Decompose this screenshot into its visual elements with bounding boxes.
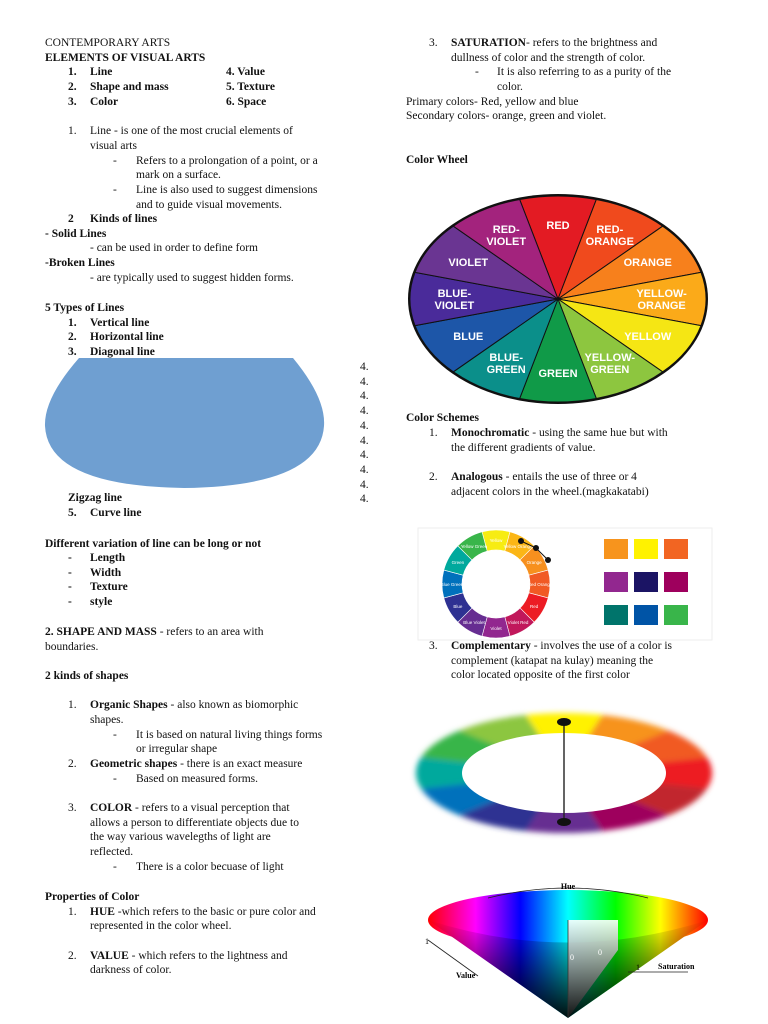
elements-list-item: 3. Color — [68, 96, 119, 108]
monochromatic-cont: the different gradients of value. — [451, 442, 596, 454]
overflow-number: 4. — [360, 434, 369, 447]
color-swatch — [604, 605, 628, 625]
line-definition-cont: visual arts — [90, 140, 137, 152]
types-list-item: 1. Vertical line — [68, 317, 150, 329]
color-swatch — [664, 605, 688, 625]
value-label: Value — [456, 971, 476, 980]
color-item-cont: allows a person to differentiate objects due to — [90, 817, 299, 829]
analogous-wheel-label: Red Orange — [527, 582, 553, 587]
bullet-text: It is based on natural living things forms — [136, 729, 323, 741]
bullet-text: Line is also used to suggest dimensions — [136, 184, 318, 196]
bullet-text: color. — [497, 81, 523, 93]
analogous-wheel-label: Violet Red — [507, 620, 529, 626]
overflow-number: 4. — [360, 449, 369, 462]
types-list-item: 5. Curve line — [68, 507, 142, 519]
organic-shapes-item: 1. Organic Shapes - also known as biomorphic — [68, 699, 299, 711]
bullet-dash: - — [113, 773, 117, 785]
secondary-colors: Secondary colors- orange, green and violet. — [406, 110, 607, 122]
color-item: 3. COLOR - refers to a visual perception that — [68, 802, 290, 814]
color-wheel-heading: Color Wheel — [406, 154, 468, 166]
complementary-dot — [557, 818, 571, 826]
broken-lines-heading: -Broken Lines — [45, 257, 115, 269]
overflow-number: 4. — [360, 405, 369, 418]
color-wheel-label: YELLOW-ORANGE — [636, 288, 687, 312]
bullet-dash: - — [113, 861, 117, 873]
types-of-lines-heading: 5 Types of Lines — [45, 302, 125, 314]
analogous-diagram — [418, 528, 712, 640]
color-swatch — [634, 539, 658, 559]
complementary-item: 3. Complementary - involves the use of a color is — [429, 640, 673, 652]
types-list-item: 3. Diagonal line — [68, 346, 155, 358]
shape-mass-paragraph: 2. SHAPE AND MASS - refers to an area with — [45, 626, 264, 638]
variation-heading: Different variation of line can be long or not — [45, 538, 262, 550]
bullet-dash: - — [475, 66, 479, 78]
line-definition: 1. Line - is one of the most crucial elements of — [68, 125, 293, 137]
overflow-number: 4. — [360, 419, 369, 432]
hue-item: 1. HUE -which refers to the basic or pure color and — [68, 906, 316, 918]
bullet-text: or irregular shape — [136, 743, 218, 755]
analogous-wheel-label: Yellow — [489, 538, 503, 543]
elements-list-item: 6. Space — [226, 96, 267, 108]
overflow-number: 4. — [360, 361, 369, 373]
complementary-cont: color located opposite of the first color — [451, 669, 630, 681]
primary-colors: Primary colors- Red, yellow and blue — [406, 96, 579, 108]
kinds-of-shapes-heading: 2 kinds of shapes — [45, 670, 129, 682]
saturation-one-label: 1 — [636, 963, 640, 972]
hsv-cone-diagram — [418, 880, 718, 1020]
zero-label: 0 — [598, 948, 602, 957]
variation-item: - Length — [68, 552, 126, 564]
color-wheel-label: RED-VIOLET — [486, 223, 527, 248]
analogous-wheel-label: Blue Green — [440, 582, 464, 587]
monochromatic-item: 1. Monochromatic - using the same hue but with — [429, 427, 668, 439]
color-schemes-heading: Color Schemes — [406, 412, 479, 424]
complementary-dot — [557, 718, 571, 726]
elements-list-item: 2. Shape and mass — [68, 81, 169, 93]
analogous-dot — [545, 557, 551, 563]
color-wheel-label: ORANGE — [623, 256, 672, 269]
color-wheel-label: RED — [546, 219, 570, 232]
color-wheel-label: YELLOW-GREEN — [584, 352, 636, 377]
analogous-dot — [533, 545, 539, 551]
complementary-cont: complement (katapat na kulay) meaning the — [451, 655, 654, 667]
elements-heading: ELEMENTS OF VISUAL ARTS — [45, 52, 206, 64]
color-wheel-label: BLUE-VIOLET — [434, 288, 475, 312]
solid-lines-heading: - Solid Lines — [45, 228, 107, 240]
saturation-item-cont: dullness of color and the strength of color. — [451, 52, 646, 64]
zero-label: 0 — [570, 953, 574, 962]
color-item-cont: the way various wavelegths of light are — [90, 831, 271, 843]
bullet-dash: - — [113, 155, 117, 167]
geometric-shapes-item: 2. Geometric shapes - there is an exact measure — [68, 758, 303, 770]
bullet-dash: - — [113, 184, 117, 196]
color-wheel-label: RED-ORANGE — [585, 223, 634, 248]
solid-lines-desc: - can be used in order to define form — [90, 242, 258, 254]
color-wheel-label: BLUE — [453, 331, 484, 344]
color-wheel-label: GREEN — [538, 368, 578, 381]
value-one-label: 1 — [425, 937, 429, 946]
color-swatch — [604, 539, 628, 559]
bullet-text: Based on measured forms. — [136, 773, 258, 785]
overflow-number: 4. — [360, 463, 369, 476]
complementary-ring-diagram — [414, 710, 714, 836]
analogous-item: 2. Analogous - entails the use of three or 4 — [429, 471, 637, 483]
color-item-cont: reflected. — [90, 846, 134, 858]
bullet-text: There is a color becuase of light — [136, 861, 284, 873]
color-swatch — [664, 572, 688, 592]
color-swatch — [604, 572, 628, 592]
saturation-item: 3. SATURATION- refers to the brightness and — [429, 37, 658, 49]
analogous-wheel-label: Blue Violet — [463, 620, 485, 626]
bullet-text: and to guide visual movements. — [136, 199, 282, 211]
overflow-number: 4. — [360, 478, 369, 491]
overflow-number: 4. — [360, 493, 369, 506]
color-swatch — [664, 539, 688, 559]
value-item: 2. VALUE - which refers to the lightness and — [68, 950, 288, 962]
analogous-wheel-label: Violet — [490, 626, 502, 631]
types-list-item: 2. Horizontal line — [68, 331, 164, 343]
saturation-label: Saturation — [658, 962, 695, 971]
shape-mass-paragraph-cont: boundaries. — [45, 641, 99, 653]
bullet-text: It is also referring to as a purity of the — [497, 66, 672, 78]
kinds-of-lines-heading: 2 Kinds of lines — [68, 213, 158, 225]
bullet-text: Refers to a prolongation of a point, or a — [136, 155, 318, 167]
variation-item: - Width — [68, 567, 122, 579]
zigzag-line-item: Zigzag line — [68, 492, 122, 504]
analogous-wheel-label: Yellow Green — [460, 543, 488, 549]
elements-list-item: 1. Line — [68, 66, 113, 78]
analogous-wheel-label: Orange — [526, 560, 542, 565]
color-wheel-label: VIOLET — [448, 256, 489, 269]
color-wheel-diagram — [407, 194, 709, 406]
variation-item: - Texture — [68, 581, 128, 593]
color-wheel-label: YELLOW — [624, 331, 672, 344]
analogous-wheel-label: Green — [451, 560, 465, 565]
analogous-dot — [518, 538, 524, 544]
value-item-cont: darkness of color. — [90, 964, 172, 976]
hue-label: Hue — [560, 882, 576, 891]
properties-heading: Properties of Color — [45, 891, 140, 903]
bullet-dash: - — [113, 729, 117, 741]
bullet-text: mark on a surface. — [136, 169, 221, 181]
broken-lines-desc: - are typically used to suggest hidden forms. — [90, 272, 294, 284]
overflow-number: 4. — [360, 390, 369, 403]
doc-title: CONTEMPORARY ARTS — [45, 37, 171, 49]
color-swatch — [634, 572, 658, 592]
hue-item-cont: represented in the color wheel. — [90, 920, 232, 932]
analogous-wheel-label: Red — [529, 604, 539, 609]
analogous-wheel-label: Blue — [453, 604, 463, 609]
analogous-cont: adjacent colors in the wheel.(magkakatabi) — [451, 486, 649, 498]
analogous-wheel-label: Yellow Orange — [503, 543, 533, 549]
variation-item: - style — [68, 596, 113, 608]
color-swatch — [634, 605, 658, 625]
organic-shapes-cont: shapes. — [90, 714, 124, 726]
elements-list-item: 5. Texture — [226, 81, 275, 93]
color-wheel-label: BLUE-GREEN — [486, 352, 526, 377]
elements-list-item: 4. Value — [226, 66, 265, 78]
ellipse-shape — [44, 358, 328, 490]
overflow-number: 4. — [360, 375, 369, 388]
